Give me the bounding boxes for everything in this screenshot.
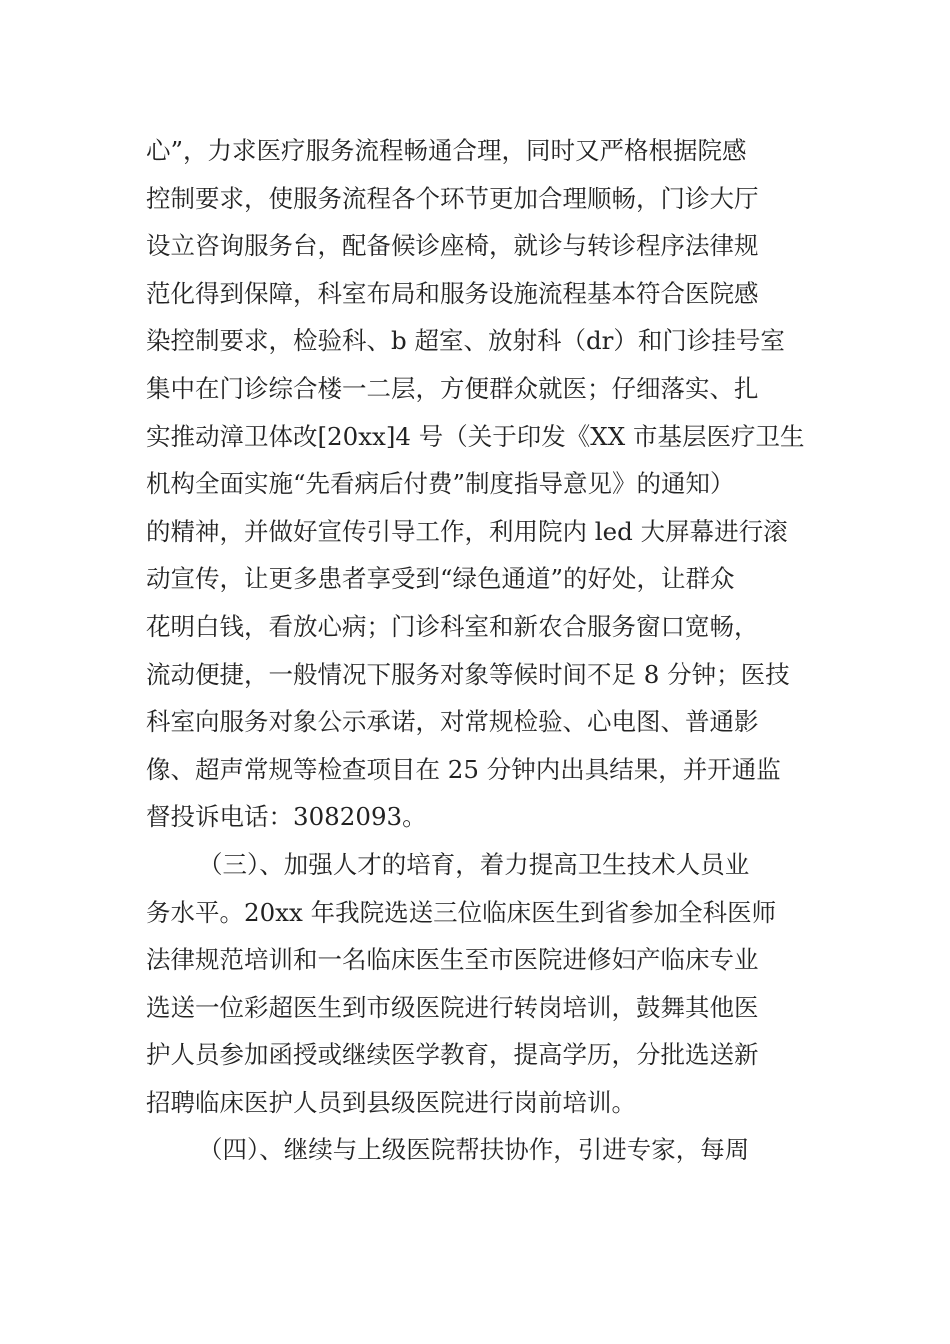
- text-line: 设立咨询服务台，配备候诊座椅，就诊与转诊程序法律规: [146, 231, 759, 261]
- text-line: 花明白钱，看放心病；门诊科室和新农合服务窗口宽畅，: [146, 611, 759, 641]
- text-line: 机构全面实施“先看病后付费”制度指导意见》的通知）: [146, 469, 735, 499]
- text-line: 集中在门诊综合楼一二层，方便群众就医；仔细落实、扎: [146, 373, 759, 403]
- text-line: 护人员参加函授或继续医学教育，提高学历，分批选送新: [146, 1040, 759, 1070]
- text-line: 选送一位彩超医生到市级医院进行转岗培训，鼓舞其他医: [146, 992, 759, 1022]
- text-line: 科室向服务对象公示承诺，对常规检验、心电图、普通影: [146, 707, 759, 737]
- paragraph-heading-4: （四）、继续与上级医院帮扶协作，引进专家，每周: [198, 1135, 750, 1165]
- paragraph-heading-3: （三）、加强人才的培育，着力提高卫生技术人员业: [198, 849, 750, 879]
- text-line: 招聘临床医护人员到县级医院进行岗前培训。: [146, 1087, 636, 1117]
- text-line: 动宣传，让更多患者享受到“绿色通道”的好处，让群众: [146, 564, 735, 594]
- text-line: 范化得到保障，科室布局和服务设施流程基本符合医院感: [146, 278, 759, 308]
- text-line: 流动便捷，一般情况下服务对象等候时间不足 8 分钟；医技: [146, 659, 790, 689]
- text-line: 实推动漳卫体改[20xx]4 号（关于印发《XX 市基层医疗卫生: [146, 421, 805, 451]
- text-line: 像、超声常规等检查项目在 25 分钟内出具结果，并开通监: [146, 754, 781, 784]
- text-line: 的精神，并做好宣传引导工作，利用院内 led 大屏幕进行滚: [146, 516, 788, 546]
- text-line: 法律规范培训和一名临床医生至市医院进修妇产临床专业: [146, 945, 759, 975]
- text-line: 控制要求，使服务流程各个环节更加合理顺畅，门诊大厅: [146, 183, 759, 213]
- document-body: [146, 127, 806, 1174]
- text-line: 染控制要求，检验科、b 超室、放射科（dr）和门诊挂号室: [146, 326, 785, 356]
- text-line: 务水平。20xx 年我院选送三位临床医生到省参加全科医师: [146, 897, 777, 927]
- text-line: 心”，力求医疗服务流程畅通合理，同时又严格根据院感: [146, 136, 747, 165]
- text-line: 督投诉电话：3082093。: [146, 802, 427, 832]
